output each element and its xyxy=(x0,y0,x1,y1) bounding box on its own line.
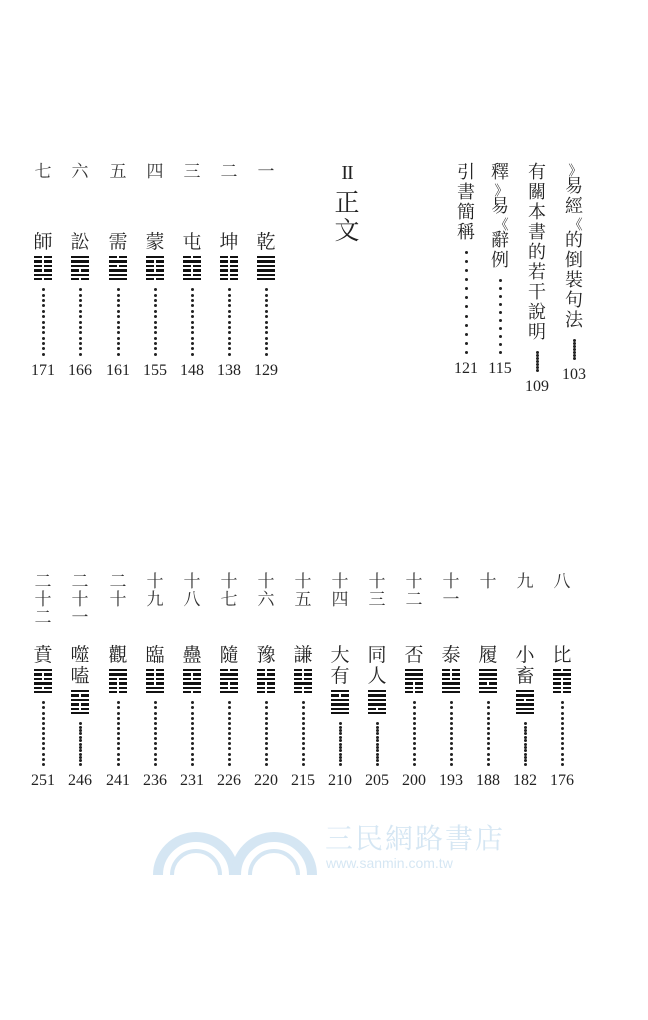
chapter-number: 九 xyxy=(516,572,534,592)
page-number: 176 xyxy=(550,772,574,789)
page-number: 171 xyxy=(31,362,55,379)
hexagram-name: 師 xyxy=(33,231,53,253)
leader-dots xyxy=(536,351,539,372)
entry-title: 有 關 本 書 的 若 干 說 明 xyxy=(528,162,546,343)
chapter-number: 十 七 xyxy=(220,572,238,610)
chapter-number: 十 二 xyxy=(405,572,423,610)
toc-entry[interactable] xyxy=(216,573,242,790)
chapter-number: 十 一 xyxy=(442,572,460,610)
hexagram-name: 屯 xyxy=(182,231,202,253)
front-matter-entry[interactable] xyxy=(488,163,512,378)
hexagram-name: 謙 xyxy=(293,644,313,666)
hexagram-name: 臨 xyxy=(145,644,165,666)
toc-entry[interactable] xyxy=(67,163,93,380)
chapter-number: 十 六 xyxy=(257,572,275,610)
leader-dots xyxy=(487,701,490,766)
hexagram-name: 否 xyxy=(404,644,424,666)
page-number: 236 xyxy=(143,772,167,789)
chapter-number: 二 xyxy=(220,162,238,182)
page-number: 226 xyxy=(217,772,241,789)
hexagram-name: 大 有 xyxy=(330,644,350,687)
front-matter-entry[interactable] xyxy=(562,163,586,383)
page-number: 193 xyxy=(439,772,463,789)
toc-entry[interactable] xyxy=(438,573,464,790)
publisher-watermark xyxy=(150,815,520,875)
hexagram-name: 蠱 xyxy=(182,644,202,666)
hexagram-name: 豫 xyxy=(256,644,276,666)
chapter-number: 十 八 xyxy=(183,572,201,610)
leader-dots xyxy=(191,288,194,356)
page-number: 115 xyxy=(488,360,512,377)
leader-dots xyxy=(154,288,157,356)
page-number: 220 xyxy=(254,772,278,789)
leader-dots xyxy=(191,701,194,766)
hexagram-name: 坤 xyxy=(219,231,239,253)
hexagram-icon xyxy=(71,256,89,280)
hexagram-name: 同 人 xyxy=(367,644,387,687)
watermark-url: www.sanmin.com.tw xyxy=(326,855,453,871)
page-number: 138 xyxy=(217,362,241,379)
chapter-number: 一 xyxy=(257,162,275,182)
hexagram-name: 噬 嗑 xyxy=(70,644,90,687)
leader-dots xyxy=(42,701,45,766)
leader-dots xyxy=(117,701,120,766)
toc-entry[interactable] xyxy=(364,573,390,790)
hexagram-name: 小 畜 xyxy=(515,644,535,687)
leader-dots xyxy=(561,701,564,766)
front-matter-entry[interactable] xyxy=(525,162,549,395)
hexagram-icon xyxy=(146,256,164,280)
toc-entry[interactable] xyxy=(142,573,168,790)
hexagram-icon xyxy=(257,669,275,693)
toc-entry[interactable] xyxy=(30,163,56,380)
chapter-number: 六 xyxy=(71,162,89,182)
page-number: 241 xyxy=(106,772,130,789)
page-number: 231 xyxy=(180,772,204,789)
page-number: 251 xyxy=(31,772,55,789)
leader-dots xyxy=(228,288,231,356)
section-title: 正 文 xyxy=(334,188,360,245)
page-number: 246 xyxy=(68,772,92,789)
leader-dots xyxy=(79,288,82,356)
chapter-number: 十 九 xyxy=(146,572,164,610)
leader-dots xyxy=(42,288,45,356)
chapter-number: 二 十 二 xyxy=(34,572,52,628)
hexagram-name: 蒙 xyxy=(145,231,165,253)
toc-entry[interactable] xyxy=(290,573,316,790)
toc-entry[interactable] xyxy=(253,163,279,380)
leader-dots xyxy=(413,701,416,766)
page-number: 121 xyxy=(454,360,478,377)
hexagram-icon xyxy=(109,669,127,693)
toc-entry[interactable] xyxy=(401,573,427,790)
hexagram-name: 泰 xyxy=(441,644,461,666)
hexagram-name: 觀 xyxy=(108,644,128,666)
hexagram-icon xyxy=(220,256,238,280)
hexagram-icon xyxy=(34,669,52,693)
page-number: 109 xyxy=(525,378,549,395)
chapter-number: 十 五 xyxy=(294,572,312,610)
leader-dots xyxy=(117,288,120,356)
hexagram-icon xyxy=(220,669,238,693)
page-number: 166 xyxy=(68,362,92,379)
chapter-number: 七 xyxy=(34,162,52,182)
hexagram-name: 賁 xyxy=(33,644,53,666)
toc-entry[interactable] xyxy=(105,573,131,790)
hexagram-name: 隨 xyxy=(219,644,239,666)
hexagram-icon xyxy=(368,690,386,714)
hexagram-icon xyxy=(183,669,201,693)
section-numeral: II xyxy=(341,162,353,184)
hexagram-icon xyxy=(553,669,571,693)
chapter-number: 八 xyxy=(553,572,571,592)
toc-entry[interactable] xyxy=(253,573,279,790)
hexagram-icon xyxy=(34,256,52,280)
front-matter-entry[interactable] xyxy=(454,163,478,378)
leader-dots xyxy=(228,701,231,766)
toc-entry[interactable] xyxy=(512,573,538,790)
entry-title: 引 書 簡 稱 xyxy=(457,162,475,243)
chapter-number: 五 xyxy=(109,162,127,182)
toc-entry[interactable] xyxy=(142,163,168,380)
leader-dots xyxy=(465,251,468,354)
toc-entry[interactable] xyxy=(327,573,353,790)
chapter-number: 二 十 一 xyxy=(71,572,89,628)
hexagram-icon xyxy=(405,669,423,693)
leader-dots xyxy=(265,288,268,356)
page-number: 148 xyxy=(180,362,204,379)
section-heading xyxy=(332,162,362,245)
toc-entry[interactable] xyxy=(67,573,93,790)
page-number: 200 xyxy=(402,772,426,789)
toc-entry[interactable] xyxy=(216,163,242,380)
toc-entry[interactable] xyxy=(105,163,131,380)
chapter-number: 十 三 xyxy=(368,572,386,610)
page-number: 210 xyxy=(328,772,352,789)
chapter-number: 十 四 xyxy=(331,572,349,610)
page-number: 161 xyxy=(106,362,130,379)
leader-dots xyxy=(154,701,157,766)
page-number: 188 xyxy=(476,772,500,789)
leader-dots xyxy=(339,722,342,766)
leader-dots xyxy=(524,722,527,766)
page-number: 215 xyxy=(291,772,315,789)
leader-dots xyxy=(265,701,268,766)
leader-dots xyxy=(573,339,576,360)
page-number: 103 xyxy=(562,366,586,383)
sanmin-logo-icon xyxy=(150,815,320,875)
toc-entry[interactable] xyxy=(179,163,205,380)
leader-dots xyxy=(450,701,453,766)
hexagram-icon xyxy=(71,690,89,714)
leader-dots xyxy=(302,701,305,766)
page-number: 182 xyxy=(513,772,537,789)
hexagram-icon xyxy=(109,256,127,280)
toc-entry[interactable] xyxy=(179,573,205,790)
toc-entry[interactable] xyxy=(475,573,501,790)
hexagram-name: 需 xyxy=(108,231,128,253)
page-number: 155 xyxy=(143,362,167,379)
hexagram-icon xyxy=(257,256,275,280)
page-number: 205 xyxy=(365,772,389,789)
chapter-number: 四 xyxy=(146,162,164,182)
hexagram-icon xyxy=(146,669,164,693)
leader-dots xyxy=(499,279,502,354)
toc-entry[interactable] xyxy=(549,573,575,790)
toc-entry[interactable] xyxy=(30,573,56,790)
hexagram-icon xyxy=(183,256,201,280)
hexagram-icon xyxy=(331,690,349,714)
hexagram-name: 比 xyxy=(552,644,572,666)
hexagram-icon xyxy=(516,690,534,714)
page-number: 129 xyxy=(254,362,278,379)
entry-title: ︽ 易 經 ︾ 的 倒 裝 句 法 xyxy=(565,163,583,331)
leader-dots xyxy=(79,722,82,766)
hexagram-icon xyxy=(442,669,460,693)
entry-title: 釋 ︽ 易 ︾ 辭 例 xyxy=(491,162,509,271)
chapter-number: 十 xyxy=(479,572,497,592)
hexagram-icon xyxy=(479,669,497,693)
chapter-number: 三 xyxy=(183,162,201,182)
leader-dots xyxy=(376,722,379,766)
hexagram-icon xyxy=(294,669,312,693)
hexagram-name: 履 xyxy=(478,644,498,666)
hexagram-name: 訟 xyxy=(70,231,90,253)
watermark-name: 三民網路書店 xyxy=(325,822,506,855)
hexagram-name: 乾 xyxy=(256,231,276,253)
chapter-number: 二 十 xyxy=(109,572,127,610)
